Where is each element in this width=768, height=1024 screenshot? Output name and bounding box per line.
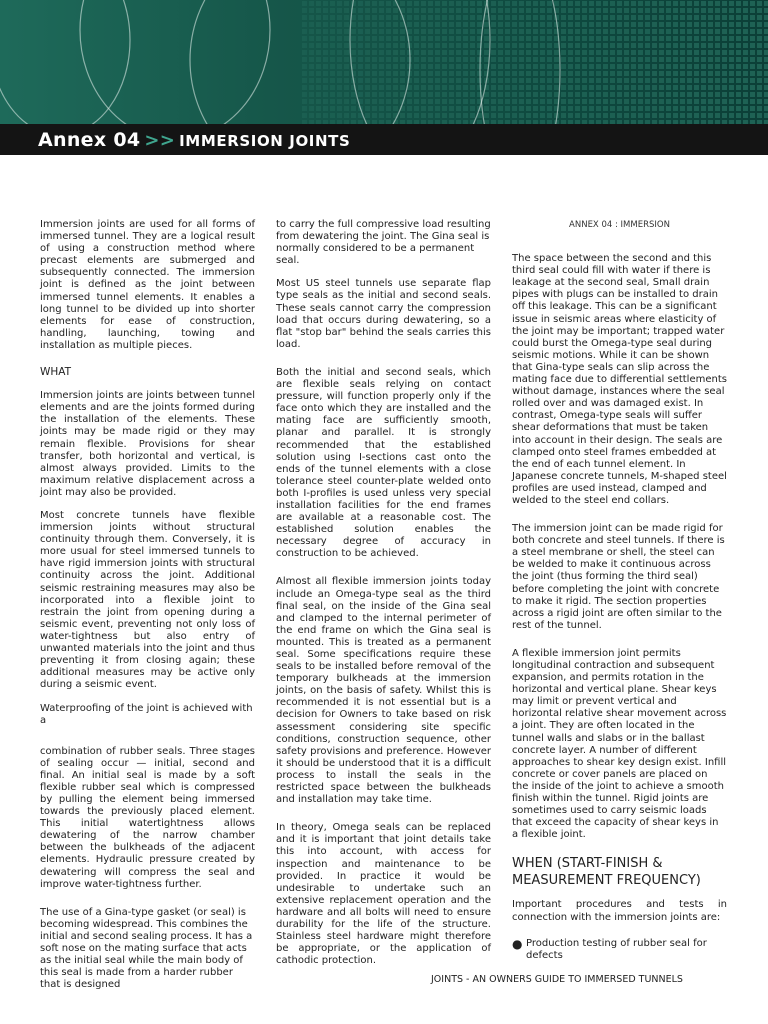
annex-label: Annex 04 [38, 129, 141, 151]
header-banner [0, 0, 768, 124]
paragraph: The immersion joint can be made rigid for both concrete and steel tunnels. If there is a steel membrane or shell, the steel can be welded to make it continuous across the joint (thus forming the third seal) before completing the joint with concrete to make it rigid. The section properties across a rigid joint are often similar to the rest of the tunnel. [512, 523, 725, 631]
title-arrows: >> [144, 130, 176, 151]
page-title [38, 128, 350, 152]
paragraph: Most concrete tunnels have flexible immersion joints without structural continuity through them. Conversely, it is more usual for steel immersed tunnels to have rigid immersion joints with structural continuity across the joint. Additional seismic restraining measures may also be incorporated into a flexible joint to restrain the joint from opening during a seismic event, preventing not only loss of water-tightness but also entry of unwanted materials into the joint and thus preventing it from closing again; these additional measures may be active only during a seismic event. [40, 509, 255, 691]
paragraph: In theory, Omega seals can be replaced and it is important that joint details take this into account, with access for inspection and maintenance to be provided. In practice it would be undesirable to undertake such an extensive replacement operation and the hardware and all bolts will need to ensure durability for the life of the structure. Stainless steel hardware might therefore be appropriate, or the application of cathodic protection. [276, 822, 491, 967]
paragraph: The use of a Gina-type gasket (or seal) is becoming widespread. This combines the initial and second sealing process. It has a soft nose on the mating surface that acts as the initial seal while the main body of this seal is made from a harder rubber that is designed [40, 906, 253, 991]
paragraph: Waterproofing of the joint is achieved with a [40, 703, 253, 727]
paragraph: Important procedures and tests in connection with the immersion joints are: [512, 899, 727, 923]
paragraph: Immersion joints are joints between tunnel elements and are the joints formed during the installation of the elements. These joints may be made rigid or they may remain flexible. Provisions for shear transfer, both horizontal and vertical, is almost always provided. Limits to the maximum relative displacement across a joint may also be provided. [40, 390, 255, 498]
paragraph: A flexible immersion joint permits longitudinal contraction and subsequent expansion, and permits rotation in the horizontal and vertical plane. Shear keys may limit or prevent vertical and horizontal relative shear movement across a joint. They are often located in the tunnel walls and slabs or in the ballast concrete layer. A number of different approaches to shear key design exist. Infill concrete or cover panels are placed on the inside of the joint to achieve a smooth finish within the tunnel. Rigid joints are sometimes used to carry seismic loads that exceed the capacity of shear keys in a flexible joint. [512, 647, 727, 841]
text-column-2 [276, 219, 491, 978]
paragraph: Most US steel tunnels use separate flap type seals as the initial and second seals. These seals cannot carry the compression load that occurs during dewatering, so a flat "stop bar" behind the seals carries this load. [276, 278, 491, 350]
text-column-3 [512, 219, 727, 962]
heading-when: WHEN (START-FINISH & MEASUREMENT FREQUENCY) [512, 856, 701, 889]
section-title: IMMERSION JOINTS [179, 132, 351, 150]
paragraph: Almost all flexible immersion joints today include an Omega-type seal as the third final seal, on the inside of the Gina seal and clamped to the internal perimeter of the end frame on which the Gina seal is mounted. This is treated as a permanent seal. Some specifications require these seals to be installed before removal of the temporary bulkheads at the immersion joints, on the basis of safety. Whilst this is recommended it is not essential but is a decision for Owners to take based on risk assessment considering site specific conditions, construction sequence, other safety provisions and preference. However it should be understood that it is a difficult process to install the seals in the restricted space between the bulkheads and installation may take time. [276, 576, 491, 806]
text-column-1 [40, 219, 255, 1002]
paragraph: Immersion joints are used for all forms of immersed tunnel. They are a logical result of using a construction method where precast elements are submerged and subsequently connected. The immersion joint is defined as the joint between immersed tunnel elements. It enables a long tunnel to be divided up into shorter elements for ease of construction, handling, launching, towing and installation as multiple pieces. [40, 219, 255, 351]
list-item [512, 938, 727, 962]
bullet-icon: ● [512, 936, 523, 951]
running-header: ANNEX 04 : IMMERSION [569, 220, 670, 230]
paragraph: The space between the second and this third seal could fill with water if there is leakage at the second seal, Small drain pipes with plugs can be installed to drain off this leakage. This can be a significant issue in seismic areas where elasticity of the joint may be important; trapped water could burst the Omega-type seal during seismic motions. While it can be shown that Gina-type seals can slip across the mating face due to differential settlements without damage, instances where the seal rolled over and was damaged exist. In contrast, Omega-type seals will suffer shear deformations that must be taken into account in their design. The seals are clamped onto steel frames embedded at the end of each tunnel element. In Japanese concrete tunnels, M-shaped steel profiles are used instead, clamped and welded to the steel end collars. [512, 253, 727, 506]
paragraph: Both the initial and second seals, which are flexible seals relying on contact pressure, will function properly only if the face onto which they are installed and the mating face are sufficiently smooth, planar and parallel. It is strongly recommended that the established solution using I-sections cast onto the ends of the tunnel elements with a close tolerance steel counter-plate welded onto both I-profiles is used unless very special installation facilities for the end frames are available at a reasonable cost. The established solution enables the necessary degree of accuracy in construction to be achieved. [276, 366, 491, 560]
heading-what: WHAT [40, 366, 72, 379]
banner-arcs-graphic [0, 0, 768, 124]
page-footer: JOINTS - AN OWNERS GUIDE TO IMMERSED TUNNELS [431, 974, 683, 985]
list-item-text: Production testing of rubber seal for defects [526, 937, 707, 961]
paragraph: to carry the full compressive load resulting from dewatering the joint. The Gina seal is normally considered to be a permanent seal. [276, 219, 491, 267]
paragraph: combination of rubber seals. Three stages of sealing occur — initial, second and final. An initial seal is made by a soft flexible rubber seal which is compressed by pulling the element being immersed towards the previously placed element. This initial watertightness allows dewatering of the narrow chamber between the bulkheads of the adjacent elements. Hydraulic pressure created by dewatering will compress the seal and improve water-tightness further. [40, 745, 255, 890]
